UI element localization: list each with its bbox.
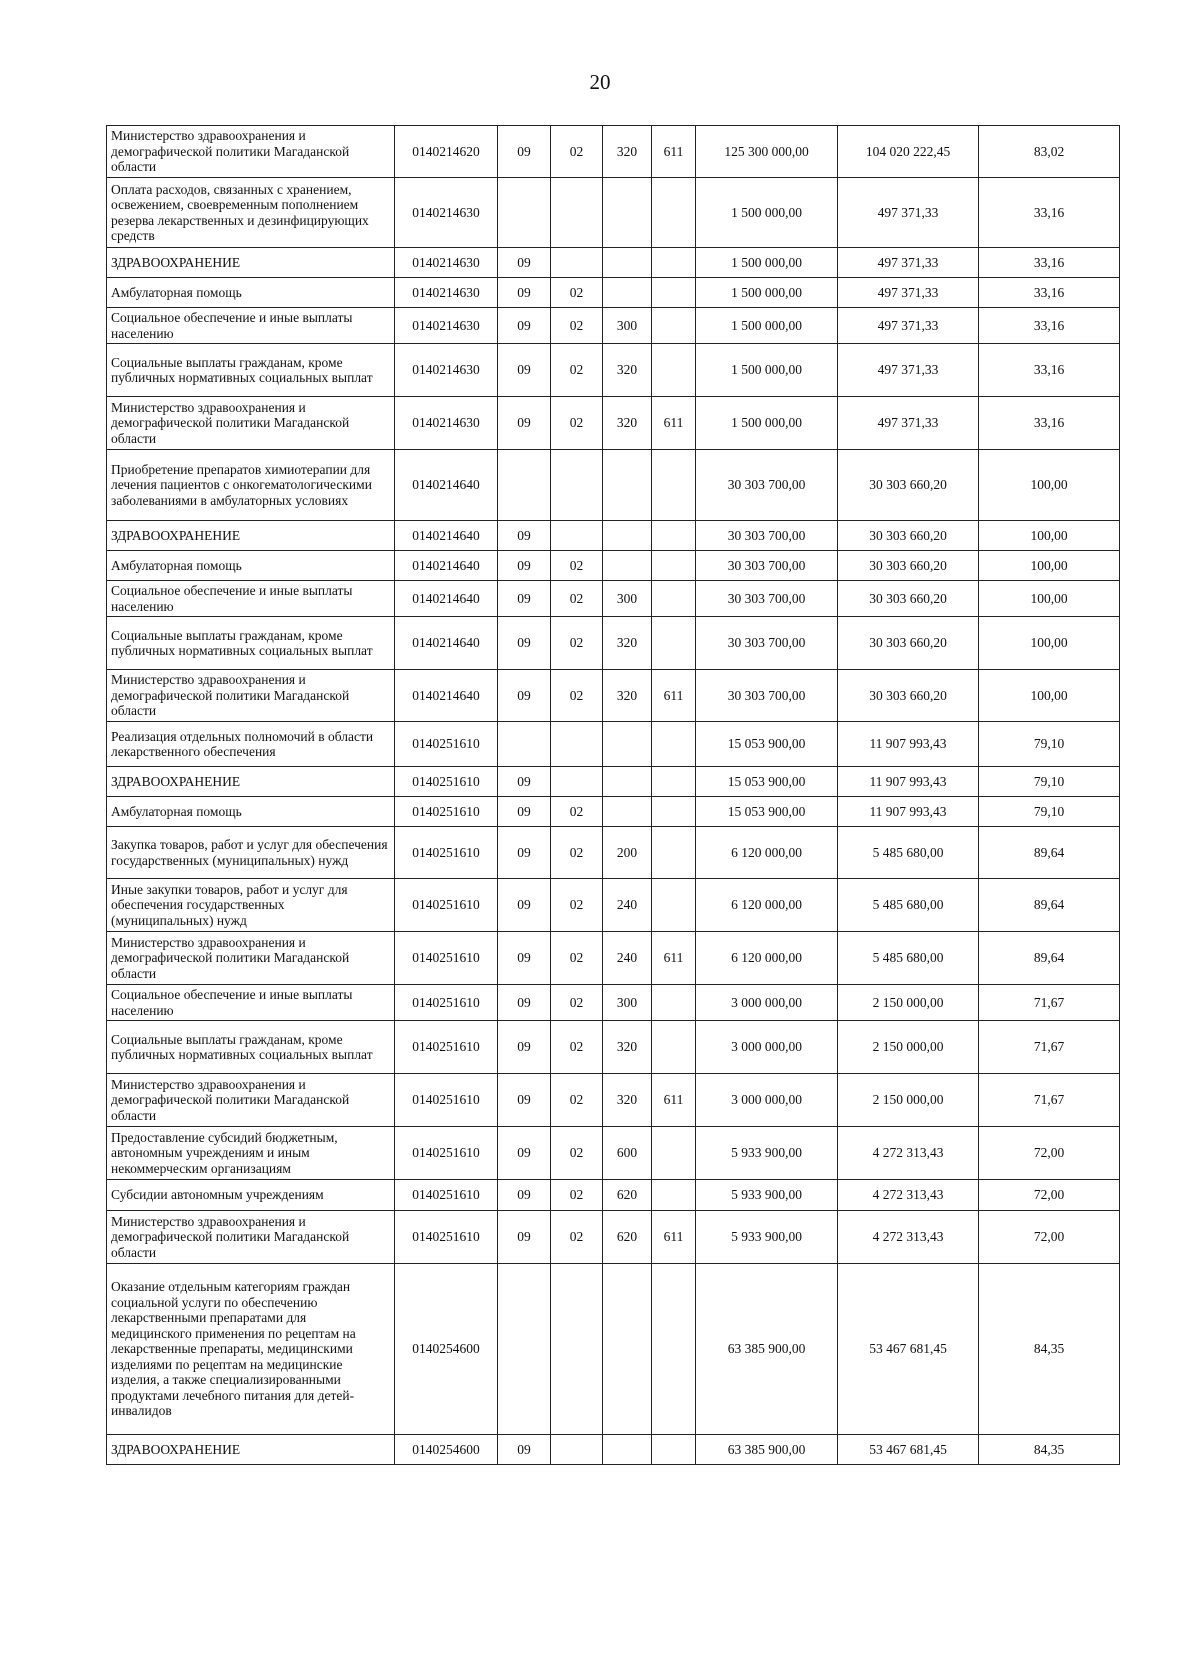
table-row <box>107 551 1120 581</box>
subsection-code: 02 <box>551 278 603 308</box>
admin-code: 611 <box>652 1211 696 1264</box>
table-row <box>107 670 1120 722</box>
row-name: Социальные выплаты гражданам, кроме публичных нормативных социальных выплат <box>107 1021 395 1074</box>
section-code: 09 <box>498 932 551 985</box>
row-name: Министерство здравоохранения и демографической политики Магаданской области <box>107 932 395 985</box>
planned-amount: 1 500 000,00 <box>696 178 838 248</box>
table-row <box>107 797 1120 827</box>
admin-code <box>652 278 696 308</box>
subsection-code: 02 <box>551 932 603 985</box>
admin-code <box>652 450 696 521</box>
table-body <box>107 126 1120 1465</box>
expense-type-code <box>603 551 652 581</box>
execution-percent: 100,00 <box>979 670 1120 722</box>
table-row <box>107 397 1120 450</box>
target-article-code: 0140214640 <box>395 581 498 617</box>
planned-amount: 63 385 900,00 <box>696 1264 838 1435</box>
expense-type-code: 200 <box>603 827 652 879</box>
executed-amount: 497 371,33 <box>838 397 979 450</box>
subsection-code: 02 <box>551 1074 603 1127</box>
target-article-code: 0140214630 <box>395 344 498 397</box>
row-name: Закупка товаров, работ и услуг для обеспечения государственных (муниципальных) нужд <box>107 827 395 879</box>
table-row <box>107 178 1120 248</box>
target-article-code: 0140251610 <box>395 1074 498 1127</box>
admin-code <box>652 1264 696 1435</box>
planned-amount: 15 053 900,00 <box>696 797 838 827</box>
row-name: Социальное обеспечение и иные выплаты населению <box>107 581 395 617</box>
planned-amount: 63 385 900,00 <box>696 1435 838 1465</box>
subsection-code <box>551 521 603 551</box>
expense-type-code: 300 <box>603 581 652 617</box>
expense-type-code: 300 <box>603 985 652 1021</box>
section-code: 09 <box>498 879 551 932</box>
admin-code <box>652 827 696 879</box>
section-code: 09 <box>498 344 551 397</box>
execution-percent: 84,35 <box>979 1435 1120 1465</box>
target-article-code: 0140254600 <box>395 1264 498 1435</box>
planned-amount: 30 303 700,00 <box>696 551 838 581</box>
execution-percent: 100,00 <box>979 521 1120 551</box>
row-name: Министерство здравоохранения и демографической политики Магаданской области <box>107 1074 395 1127</box>
table-row <box>107 308 1120 344</box>
row-name: Приобретение препаратов химиотерапии для лечения пациентов с онкогематологическими заболеваниями в амбулаторных условиях <box>107 450 395 521</box>
section-code: 09 <box>498 1180 551 1211</box>
row-name: ЗДРАВООХРАНЕНИЕ <box>107 521 395 551</box>
planned-amount: 5 933 900,00 <box>696 1127 838 1180</box>
subsection-code: 02 <box>551 308 603 344</box>
planned-amount: 3 000 000,00 <box>696 985 838 1021</box>
planned-amount: 15 053 900,00 <box>696 722 838 767</box>
target-article-code: 0140214640 <box>395 521 498 551</box>
subsection-code <box>551 1435 603 1465</box>
row-name: Министерство здравоохранения и демографической политики Магаданской области <box>107 397 395 450</box>
section-code: 09 <box>498 670 551 722</box>
table-row <box>107 617 1120 670</box>
execution-percent: 100,00 <box>979 450 1120 521</box>
execution-percent: 71,67 <box>979 1021 1120 1074</box>
subsection-code: 02 <box>551 1021 603 1074</box>
expense-type-code <box>603 178 652 248</box>
subsection-code <box>551 450 603 521</box>
row-name: Министерство здравоохранения и демографической политики Магаданской области <box>107 670 395 722</box>
planned-amount: 15 053 900,00 <box>696 767 838 797</box>
admin-code <box>652 1435 696 1465</box>
target-article-code: 0140251610 <box>395 879 498 932</box>
admin-code: 611 <box>652 126 696 178</box>
target-article-code: 0140251610 <box>395 767 498 797</box>
section-code: 09 <box>498 1021 551 1074</box>
expense-type-code <box>603 450 652 521</box>
executed-amount: 497 371,33 <box>838 344 979 397</box>
execution-percent: 100,00 <box>979 551 1120 581</box>
subsection-code: 02 <box>551 344 603 397</box>
table-row <box>107 1211 1120 1264</box>
section-code: 09 <box>498 1127 551 1180</box>
table-row <box>107 1180 1120 1211</box>
subsection-code: 02 <box>551 397 603 450</box>
executed-amount: 4 272 313,43 <box>838 1180 979 1211</box>
target-article-code: 0140214630 <box>395 278 498 308</box>
section-code: 09 <box>498 1435 551 1465</box>
admin-code <box>652 178 696 248</box>
section-code: 09 <box>498 797 551 827</box>
expense-type-code <box>603 1264 652 1435</box>
row-name: Амбулаторная помощь <box>107 797 395 827</box>
executed-amount: 53 467 681,45 <box>838 1435 979 1465</box>
admin-code <box>652 551 696 581</box>
target-article-code: 0140214640 <box>395 551 498 581</box>
executed-amount: 4 272 313,43 <box>838 1127 979 1180</box>
execution-percent: 33,16 <box>979 344 1120 397</box>
admin-code <box>652 344 696 397</box>
expense-type-code <box>603 278 652 308</box>
planned-amount: 1 500 000,00 <box>696 278 838 308</box>
executed-amount: 4 272 313,43 <box>838 1211 979 1264</box>
execution-percent: 33,16 <box>979 248 1120 278</box>
row-name: Реализация отдельных полномочий в области лекарственного обеспечения <box>107 722 395 767</box>
section-code: 09 <box>498 248 551 278</box>
executed-amount: 104 020 222,45 <box>838 126 979 178</box>
execution-percent: 100,00 <box>979 581 1120 617</box>
expense-type-code: 320 <box>603 617 652 670</box>
admin-code <box>652 617 696 670</box>
section-code <box>498 450 551 521</box>
section-code: 09 <box>498 617 551 670</box>
executed-amount: 30 303 660,20 <box>838 521 979 551</box>
planned-amount: 30 303 700,00 <box>696 670 838 722</box>
target-article-code: 0140251610 <box>395 932 498 985</box>
target-article-code: 0140214640 <box>395 450 498 521</box>
table-row <box>107 344 1120 397</box>
admin-code <box>652 308 696 344</box>
section-code: 09 <box>498 551 551 581</box>
admin-code <box>652 1127 696 1180</box>
section-code: 09 <box>498 397 551 450</box>
expense-type-code: 620 <box>603 1211 652 1264</box>
expense-type-code <box>603 722 652 767</box>
planned-amount: 1 500 000,00 <box>696 397 838 450</box>
section-code: 09 <box>498 1074 551 1127</box>
section-code <box>498 722 551 767</box>
target-article-code: 0140251610 <box>395 722 498 767</box>
execution-percent: 84,35 <box>979 1264 1120 1435</box>
execution-percent: 72,00 <box>979 1211 1120 1264</box>
subsection-code <box>551 1264 603 1435</box>
expense-type-code: 240 <box>603 932 652 985</box>
table-row <box>107 932 1120 985</box>
expense-type-code <box>603 797 652 827</box>
target-article-code: 0140214640 <box>395 617 498 670</box>
admin-code: 611 <box>652 1074 696 1127</box>
expense-type-code: 320 <box>603 397 652 450</box>
section-code: 09 <box>498 767 551 797</box>
execution-percent: 89,64 <box>979 879 1120 932</box>
admin-code: 611 <box>652 397 696 450</box>
planned-amount: 1 500 000,00 <box>696 248 838 278</box>
admin-code <box>652 581 696 617</box>
table-row <box>107 1021 1120 1074</box>
subsection-code: 02 <box>551 1180 603 1211</box>
table-row <box>107 581 1120 617</box>
execution-percent: 71,67 <box>979 985 1120 1021</box>
execution-percent: 83,02 <box>979 126 1120 178</box>
planned-amount: 1 500 000,00 <box>696 308 838 344</box>
target-article-code: 0140251610 <box>395 797 498 827</box>
planned-amount: 125 300 000,00 <box>696 126 838 178</box>
section-code: 09 <box>498 827 551 879</box>
subsection-code: 02 <box>551 985 603 1021</box>
planned-amount: 5 933 900,00 <box>696 1211 838 1264</box>
subsection-code: 02 <box>551 797 603 827</box>
execution-percent: 33,16 <box>979 178 1120 248</box>
executed-amount: 30 303 660,20 <box>838 670 979 722</box>
table-row <box>107 1435 1120 1465</box>
admin-code <box>652 521 696 551</box>
row-name: Социальное обеспечение и иные выплаты населению <box>107 985 395 1021</box>
planned-amount: 3 000 000,00 <box>696 1021 838 1074</box>
planned-amount: 30 303 700,00 <box>696 617 838 670</box>
expense-type-code: 320 <box>603 1074 652 1127</box>
row-name: Предоставление субсидий бюджетным, автономным учреждениям и иным некоммерческим организациям <box>107 1127 395 1180</box>
admin-code <box>652 1021 696 1074</box>
table-row <box>107 767 1120 797</box>
table-row <box>107 722 1120 767</box>
row-name: ЗДРАВООХРАНЕНИЕ <box>107 1435 395 1465</box>
table-row <box>107 278 1120 308</box>
executed-amount: 53 467 681,45 <box>838 1264 979 1435</box>
expense-type-code <box>603 248 652 278</box>
executed-amount: 30 303 660,20 <box>838 551 979 581</box>
expense-type-code <box>603 521 652 551</box>
expense-type-code: 320 <box>603 670 652 722</box>
admin-code: 611 <box>652 932 696 985</box>
subsection-code <box>551 767 603 797</box>
execution-percent: 72,00 <box>979 1180 1120 1211</box>
executed-amount: 30 303 660,20 <box>838 450 979 521</box>
target-article-code: 0140214630 <box>395 308 498 344</box>
target-article-code: 0140214630 <box>395 178 498 248</box>
admin-code <box>652 985 696 1021</box>
planned-amount: 30 303 700,00 <box>696 581 838 617</box>
subsection-code: 02 <box>551 1127 603 1180</box>
target-article-code: 0140251610 <box>395 985 498 1021</box>
execution-percent: 33,16 <box>979 308 1120 344</box>
admin-code <box>652 1180 696 1211</box>
executed-amount: 497 371,33 <box>838 278 979 308</box>
target-article-code: 0140251610 <box>395 827 498 879</box>
row-name: Оказание отдельным категориям граждан социальной услуги по обеспечению лекарственными препаратами для медицинского применения по рецептам на лекарственные препараты, медицинскими изделиями по рецептам на медицинские изделия, а также специализированными продуктами лечебного питания для детей-инвалидов <box>107 1264 395 1435</box>
table-row <box>107 879 1120 932</box>
executed-amount: 497 371,33 <box>838 308 979 344</box>
target-article-code: 0140214630 <box>395 397 498 450</box>
subsection-code <box>551 178 603 248</box>
executed-amount: 11 907 993,43 <box>838 767 979 797</box>
planned-amount: 3 000 000,00 <box>696 1074 838 1127</box>
executed-amount: 2 150 000,00 <box>838 1074 979 1127</box>
subsection-code: 02 <box>551 670 603 722</box>
executed-amount: 497 371,33 <box>838 178 979 248</box>
table-row <box>107 521 1120 551</box>
executed-amount: 11 907 993,43 <box>838 722 979 767</box>
planned-amount: 30 303 700,00 <box>696 521 838 551</box>
section-code: 09 <box>498 985 551 1021</box>
subsection-code: 02 <box>551 126 603 178</box>
expense-type-code: 600 <box>603 1127 652 1180</box>
budget-execution-table <box>106 125 1120 1465</box>
planned-amount: 6 120 000,00 <box>696 879 838 932</box>
target-article-code: 0140214640 <box>395 670 498 722</box>
table-row <box>107 126 1120 178</box>
subsection-code: 02 <box>551 551 603 581</box>
table-row <box>107 985 1120 1021</box>
executed-amount: 30 303 660,20 <box>838 617 979 670</box>
admin-code <box>652 879 696 932</box>
table-row <box>107 1264 1120 1435</box>
target-article-code: 0140251610 <box>395 1180 498 1211</box>
row-name: Амбулаторная помощь <box>107 551 395 581</box>
target-article-code: 0140254600 <box>395 1435 498 1465</box>
subsection-code: 02 <box>551 879 603 932</box>
subsection-code: 02 <box>551 617 603 670</box>
executed-amount: 5 485 680,00 <box>838 827 979 879</box>
admin-code: 611 <box>652 670 696 722</box>
executed-amount: 5 485 680,00 <box>838 879 979 932</box>
planned-amount: 30 303 700,00 <box>696 450 838 521</box>
target-article-code: 0140251610 <box>395 1211 498 1264</box>
planned-amount: 6 120 000,00 <box>696 932 838 985</box>
executed-amount: 30 303 660,20 <box>838 581 979 617</box>
execution-percent: 79,10 <box>979 722 1120 767</box>
execution-percent: 72,00 <box>979 1127 1120 1180</box>
expense-type-code: 320 <box>603 126 652 178</box>
subsection-code: 02 <box>551 1211 603 1264</box>
table-row <box>107 1074 1120 1127</box>
expense-type-code <box>603 1435 652 1465</box>
row-name: Оплата расходов, связанных с хранением, освежением, своевременным пополнением резерва лекарственных и дезинфицирующих средств <box>107 178 395 248</box>
subsection-code: 02 <box>551 827 603 879</box>
row-name: Министерство здравоохранения и демографической политики Магаданской области <box>107 126 395 178</box>
executed-amount: 2 150 000,00 <box>838 1021 979 1074</box>
target-article-code: 0140214620 <box>395 126 498 178</box>
executed-amount: 2 150 000,00 <box>838 985 979 1021</box>
expense-type-code <box>603 767 652 797</box>
section-code: 09 <box>498 278 551 308</box>
execution-percent: 89,64 <box>979 932 1120 985</box>
expense-type-code: 320 <box>603 1021 652 1074</box>
execution-percent: 33,16 <box>979 278 1120 308</box>
subsection-code <box>551 248 603 278</box>
page-number: 20 <box>589 70 611 94</box>
row-name: ЗДРАВООХРАНЕНИЕ <box>107 248 395 278</box>
table-row <box>107 450 1120 521</box>
row-name: Субсидии автономным учреждениям <box>107 1180 395 1211</box>
section-code: 09 <box>498 126 551 178</box>
execution-percent: 79,10 <box>979 767 1120 797</box>
expense-type-code: 240 <box>603 879 652 932</box>
executed-amount: 5 485 680,00 <box>838 932 979 985</box>
section-code <box>498 1264 551 1435</box>
table-row <box>107 827 1120 879</box>
target-article-code: 0140251610 <box>395 1127 498 1180</box>
execution-percent: 89,64 <box>979 827 1120 879</box>
row-name: Министерство здравоохранения и демографической политики Магаданской области <box>107 1211 395 1264</box>
row-name: Иные закупки товаров, работ и услуг для обеспечения государственных (муниципальных) нужд <box>107 879 395 932</box>
expense-type-code: 320 <box>603 344 652 397</box>
target-article-code: 0140251610 <box>395 1021 498 1074</box>
table-row <box>107 1127 1120 1180</box>
subsection-code <box>551 722 603 767</box>
row-name: ЗДРАВООХРАНЕНИЕ <box>107 767 395 797</box>
admin-code <box>652 767 696 797</box>
admin-code <box>652 722 696 767</box>
planned-amount: 6 120 000,00 <box>696 827 838 879</box>
section-code <box>498 178 551 248</box>
subsection-code: 02 <box>551 581 603 617</box>
executed-amount: 11 907 993,43 <box>838 797 979 827</box>
execution-percent: 33,16 <box>979 397 1120 450</box>
planned-amount: 1 500 000,00 <box>696 344 838 397</box>
row-name: Социальные выплаты гражданам, кроме публичных нормативных социальных выплат <box>107 617 395 670</box>
section-code: 09 <box>498 1211 551 1264</box>
expense-type-code: 620 <box>603 1180 652 1211</box>
planned-amount: 5 933 900,00 <box>696 1180 838 1211</box>
section-code: 09 <box>498 521 551 551</box>
admin-code <box>652 248 696 278</box>
target-article-code: 0140214630 <box>395 248 498 278</box>
execution-percent: 79,10 <box>979 797 1120 827</box>
row-name: Социальное обеспечение и иные выплаты населению <box>107 308 395 344</box>
executed-amount: 497 371,33 <box>838 248 979 278</box>
execution-percent: 100,00 <box>979 617 1120 670</box>
section-code: 09 <box>498 308 551 344</box>
table-row <box>107 248 1120 278</box>
row-name: Амбулаторная помощь <box>107 278 395 308</box>
admin-code <box>652 797 696 827</box>
execution-percent: 71,67 <box>979 1074 1120 1127</box>
expense-type-code: 300 <box>603 308 652 344</box>
section-code: 09 <box>498 581 551 617</box>
row-name: Социальные выплаты гражданам, кроме публичных нормативных социальных выплат <box>107 344 395 397</box>
